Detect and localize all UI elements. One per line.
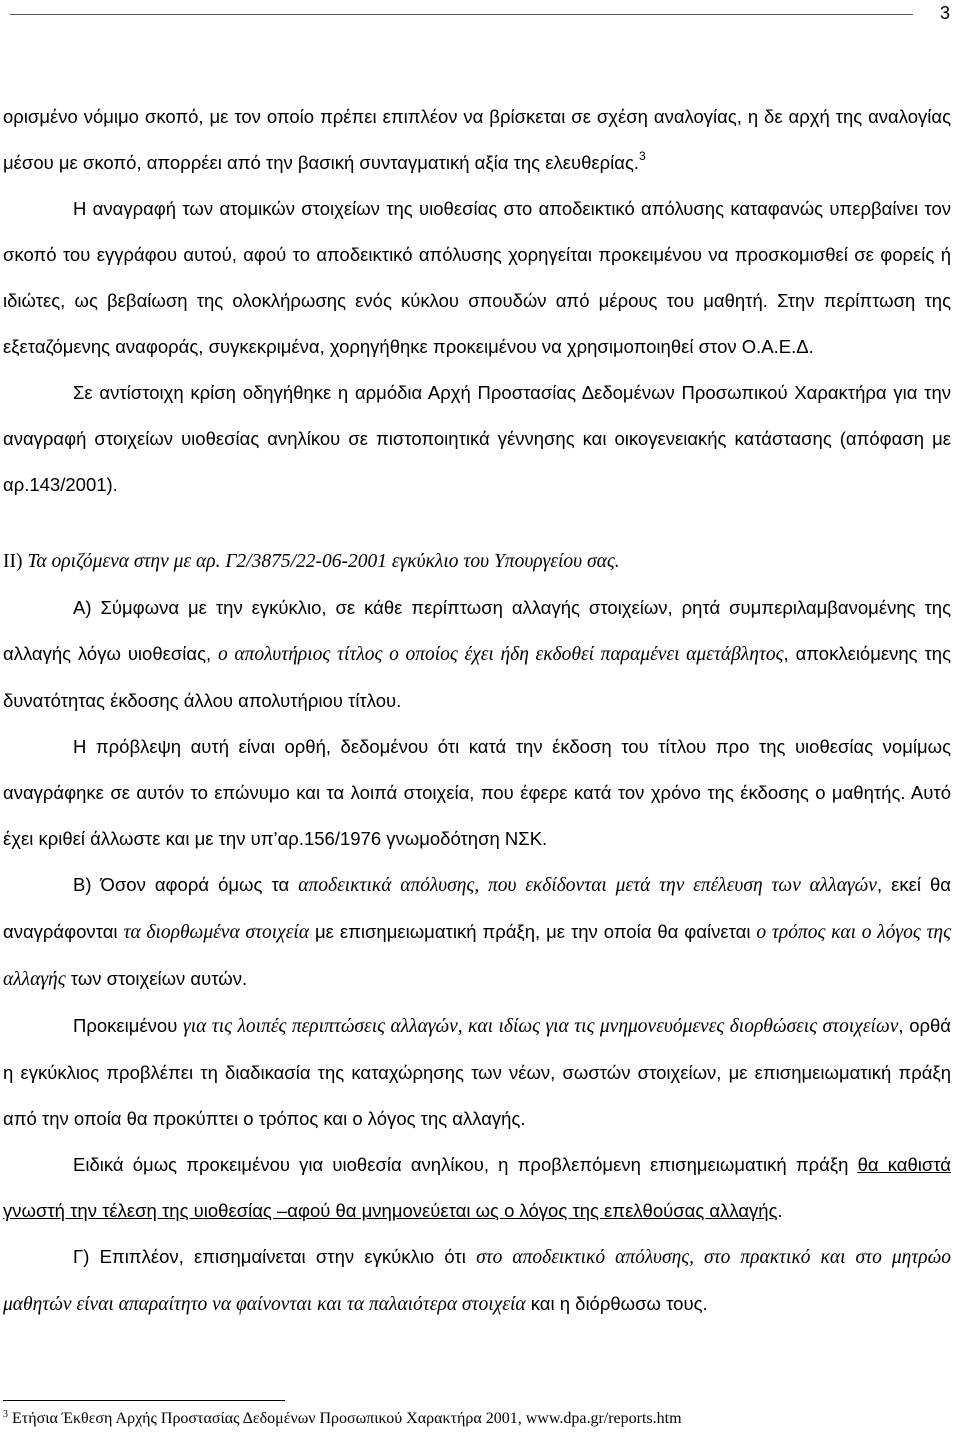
body-text [3, 94, 951, 1328]
paragraph-f-text-2: και η διόρθωσ [525, 1293, 647, 1314]
paragraph-f-italic: στο αποδεικτικό απόλυσης, στο πρακτικό και στο μητρώο μαθητών είναι απαραίτητο να φαίνονται και τα παλαιότερα στοιχεία [3, 1247, 951, 1315]
paragraph-e-text-1: Ειδικά όμως προκειμένου για υιοθεσία ανηλίκου, η προβλεπόμενη επισημειωματική πράξη [73, 1154, 858, 1175]
paragraph-c [3, 862, 951, 1003]
footnote-rule [3, 1400, 285, 1401]
footnote [3, 1408, 682, 1430]
paragraph-c-italic-3: ο τρόπος και ο λόγος της αλλαγής [3, 922, 952, 990]
paragraph-a-italic: ο απολυτήριος τίτλος ο οποίος έχει ήδη εκδοθεί παραμένει αμετάβλητος [218, 644, 784, 665]
paragraph-c-italic-1: αποδεικτικά απόλυσης, που εκδίδονται μετά την επέλευση των αλλαγών [298, 875, 877, 896]
paragraph-c-text-1: Β) Όσον αφορά όμως τα [73, 874, 299, 895]
paragraph-d-text-1: Προκειμένου [73, 1015, 184, 1036]
paragraph-1-text: ορισμένο νόμιμο σκοπό, με τον οποίο πρέπει επιπλέον να βρίσκεται σε σχέση αναλογίας, η δε αρχή της αναλογίας μέσου με σκοπό, απορρέει από την βασική συνταγματική αξία της ελευθερίας. [3, 106, 951, 173]
paragraph-d [3, 1003, 951, 1142]
paragraph-f-text-4: τους. [660, 1293, 708, 1314]
paragraph-1 [3, 94, 951, 186]
paragraph-c-text-2: , εκεί θα αναγράφονται [3, 874, 951, 942]
paragraph-b [3, 724, 951, 862]
footnote-ref: 3 [639, 149, 646, 163]
paragraph-e [3, 1142, 951, 1234]
paragraph-2: Η αναγραφή των ατομικών στοιχείων της υιοθεσίας στο αποδεικτικό απόλυσης καταφανώς υπερβαίνει τον σκοπό του εγγράφου αυτού, αφού το αποδεικτικό απόλυσης χορηγείται προκειμένου να προσκομισθεί σε φορείς ή ιδιώτες, ως βεβαίωση της ολοκλήρωσης ενός κύκλου σπουδών από μέρους του μαθητή. Στην περίπτωση της εξεταζόμενης αναφοράς, συγκεκριμένα, χορηγήθηκε προκειμένου να χρησιμοποιηθεί στον Ο.Α.Ε.Δ. [3, 198, 951, 357]
paragraph-f [3, 1234, 951, 1328]
footnote-text: Ετήσια Έκθεση Αρχής Προστασίας Δεδομένων Προσωπικού Χαρακτήρα 2001, www.dpa.gr/reports.htm [8, 1410, 682, 1427]
paragraph-3 [3, 370, 951, 508]
paragraph-c-italic-2: τα διορθωμένα στοιχεία [123, 922, 310, 943]
paragraph-3-text: Σε αντίστοιχη κρίση οδηγήθηκε η αρμόδια Αρχή Προστασίας Δεδομένων Προσωπικού Χαρακτήρα για την αναγραφή στοιχείων υιοθεσίας ανηλίκου σε πιστοποιητικά γέννησης και οικογενειακής κατάστασης (απόφαση με αρ.143/2001). [3, 382, 951, 495]
header-rule [10, 14, 913, 15]
section-2-title: Τα οριζόμενα στην με αρ. Γ2/3875/22-06-2001 εγκύκλιο του Υπουργείου σας. [27, 551, 620, 572]
paragraph-b-text-1: Η πρόβλεψη αυτή είναι ορθή, δεδομένου ότι κατά την έκδοση του τίτλου προ της υιοθεσίας νομίμως αναγράφηκε σε αυτόν το επώνυμο και τα λοιπά στοιχεία, που έφερε κατά τον χρόνο της έκδοσης ο μαθητής. Αυτό έχει κριθεί άλλωστε και με την υπ’ [3, 736, 951, 849]
section-2-prefix: ΙΙ) [3, 551, 28, 572]
paragraph-d-text-2: , ορθά η εγκύκλιος προβλέπει τη διαδικασία της καταχώρησης των νέων, σωστών στοιχείων, με επισημειωματική πράξη από την οποία θα προκύπτει ο τρόπος και ο λόγος της αλλαγής. [3, 1015, 951, 1129]
paragraph-f-text-1: Γ) Επιπλέον, επισημαίνεται στην εγκύκλιο ότι [73, 1246, 477, 1267]
footnote-number: 3 [3, 1409, 8, 1420]
paragraph-e-underlined: θα καθιστά γνωστή την τέλεση της υιοθεσίας –αφού θα μνημονεύεται ως ο λόγος της επελθούσας αλλαγής [3, 1154, 952, 1221]
paragraph-e-text-2: . [777, 1200, 783, 1221]
paragraph-d-italic: για τις λοιπές περιπτώσεις αλλαγών, και ιδίως για τις μνημονευόμενες διορθώσεις στοιχείων [183, 1016, 899, 1037]
paragraph-c-text-3: με επισημειωματική πράξη, με την οποία θα φαίνεται [309, 921, 757, 942]
paragraph-a-text-2: , αποκλειόμενης της δυνατότητας έκδοσης άλλου απολυτήριου τίτλου. [3, 643, 951, 711]
section-gap [3, 508, 951, 538]
page-number: 3 [939, 3, 950, 23]
paragraph-c-text-4: των στοιχείων αυτών. [65, 968, 248, 989]
section-2-heading [3, 538, 951, 585]
paragraph-b-text-2: αρ.156/1976 γνωμοδότηση ΝΣΚ. [277, 828, 548, 849]
paragraph-a [3, 585, 951, 724]
paragraph-a-text-1: Α) Σύμφωνα με την εγκύκλιο, σε κάθε περίπτωση αλλαγής στοιχείων, ρητά συμπεριλαμβανομένης της αλλαγής λόγω υιοθεσίας, [3, 597, 951, 664]
paragraph-f-text-3: ω [646, 1293, 661, 1314]
